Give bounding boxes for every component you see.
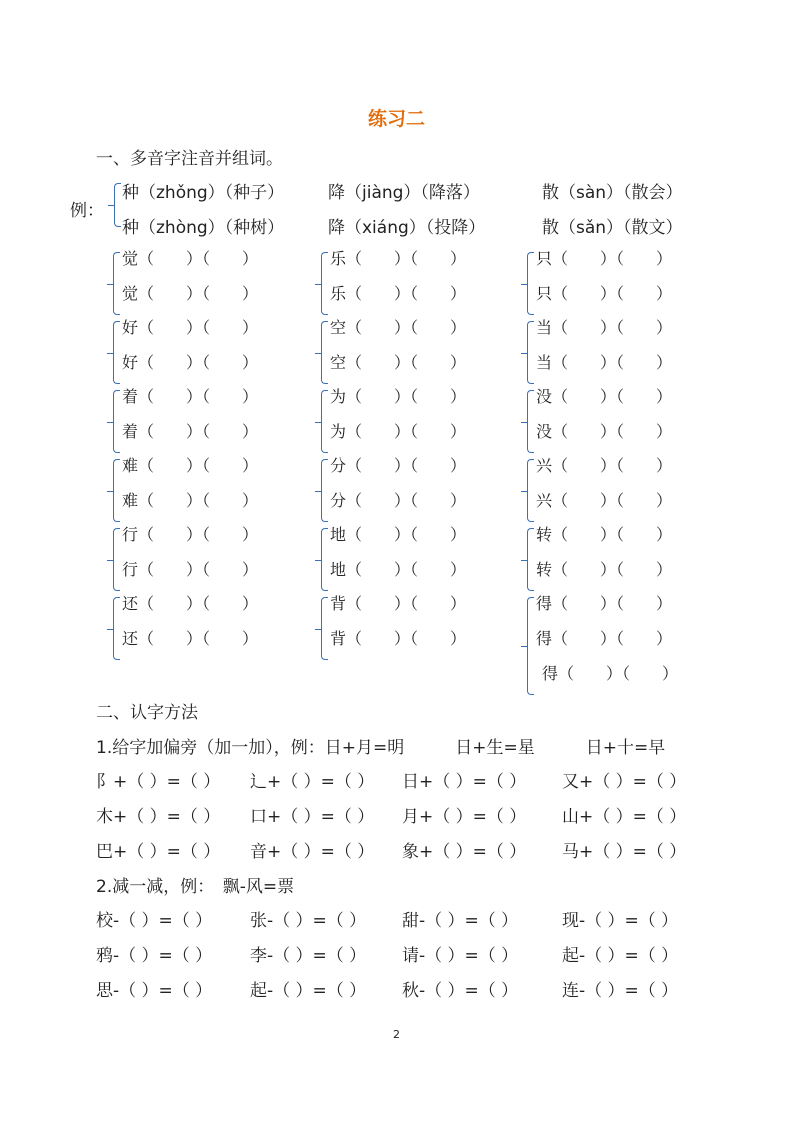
example-item: 降（jiàng）（降落） (328, 183, 480, 203)
section1-heading: 一、多音字注音并组词。 (96, 149, 283, 169)
part1-heading: 1.给字加偏旁（加一加），例：日+月=明 日+生=星 日+十=早 (96, 738, 666, 758)
polyphone-entry: 得（ ）（ ） (536, 594, 673, 613)
exercise-item: 起-（ ）=（ ） (562, 946, 679, 966)
group-brace (527, 390, 534, 453)
group-brace (113, 252, 120, 315)
polyphone-entry: 只（ ）（ ） (536, 249, 673, 268)
polyphone-entry: 没（ ）（ ） (536, 422, 673, 441)
exercise-item: 起-（ ）=（ ） (250, 981, 367, 1001)
page-title: 练习二 (367, 108, 425, 130)
exercise-item: 李-（ ）=（ ） (250, 946, 367, 966)
group-brace (113, 321, 120, 384)
group-brace (113, 390, 120, 453)
polyphone-entry: 得（ ）（ ） (536, 629, 673, 648)
polyphone-entry: 觉（ ）（ ） (122, 249, 259, 268)
polyphone-entry: 背（ ）（ ） (330, 594, 467, 613)
polyphone-entry: 地（ ）（ ） (330, 560, 467, 579)
polyphone-entry: 乐（ ）（ ） (330, 249, 467, 268)
polyphone-entry: 还（ ）（ ） (122, 629, 259, 648)
part2-heading: 2.减一减，例： 飘-风=票 (96, 877, 295, 897)
exercise-item: 阝+（ ）=（ ） (96, 772, 221, 792)
exercise-item: 音+（ ）=（ ） (250, 842, 375, 862)
group-brace (321, 321, 328, 384)
group-brace (321, 390, 328, 453)
exercise-item: 口+（ ）=（ ） (250, 807, 375, 827)
group-brace (113, 528, 120, 591)
exercise-item: 鸦-（ ）=（ ） (96, 946, 213, 966)
group-brace (321, 597, 328, 660)
exercise-item: 现-（ ）=（ ） (562, 911, 679, 931)
polyphone-entry: 空（ ）（ ） (330, 318, 467, 337)
polyphone-entry: 难（ ）（ ） (122, 491, 259, 510)
polyphone-entry: 当（ ）（ ） (536, 318, 673, 337)
exercise-item: 巴+（ ）=（ ） (96, 842, 221, 862)
polyphone-entry: 分（ ）（ ） (330, 456, 467, 475)
exercise-item: 甜-（ ）=（ ） (402, 911, 519, 931)
polyphone-entry: 背（ ）（ ） (330, 629, 467, 648)
group-brace (113, 597, 120, 660)
exercise-item: 思-（ ）=（ ） (96, 981, 213, 1001)
example-label: 例： (70, 201, 104, 221)
polyphone-entry: 地（ ）（ ） (330, 525, 467, 544)
polyphone-entry: 觉（ ）（ ） (122, 284, 259, 303)
group-brace (527, 597, 534, 695)
polyphone-entry: 为（ ）（ ） (330, 422, 467, 441)
polyphone-entry: 为（ ）（ ） (330, 387, 467, 406)
polyphone-entry: 没（ ）（ ） (536, 387, 673, 406)
exercise-item: 象+（ ）=（ ） (402, 842, 527, 862)
polyphone-entry: 分（ ）（ ） (330, 491, 467, 510)
polyphone-entry: 空（ ）（ ） (330, 353, 467, 372)
polyphone-entry: 乐（ ）（ ） (330, 284, 467, 303)
example-brace (114, 183, 121, 227)
exercise-item: 请-（ ）=（ ） (402, 946, 519, 966)
group-brace (527, 528, 534, 591)
polyphone-entry: 好（ ）（ ） (122, 318, 259, 337)
exercise-item: 连-（ ）=（ ） (562, 981, 679, 1001)
exercise-item: 山+（ ）=（ ） (562, 807, 687, 827)
polyphone-entry: 还（ ）（ ） (122, 594, 259, 613)
exercise-item: 日+（ ）=（ ） (402, 772, 527, 792)
example-item: 散（sǎn）（散文） (542, 218, 683, 238)
exercise-item: 木+（ ）=（ ） (96, 807, 221, 827)
exercise-item: 又+（ ）=（ ） (562, 772, 687, 792)
group-brace (321, 528, 328, 591)
exercise-item: 秋-（ ）=（ ） (402, 981, 519, 1001)
polyphone-entry: 转（ ）（ ） (536, 525, 673, 544)
group-brace (527, 252, 534, 315)
polyphone-entry: 行（ ）（ ） (122, 560, 259, 579)
polyphone-entry: 行（ ）（ ） (122, 525, 259, 544)
exercise-item: 校-（ ）=（ ） (96, 911, 213, 931)
polyphone-entry: 得（ ）（ ） (542, 664, 679, 683)
polyphone-entry: 只（ ）（ ） (536, 284, 673, 303)
polyphone-entry: 兴（ ）（ ） (536, 491, 673, 510)
polyphone-entry: 转（ ）（ ） (536, 560, 673, 579)
example-item: 散（sàn）（散会） (542, 183, 683, 203)
example-item: 降（xiáng）（投降） (328, 218, 486, 238)
example-item: 种（zhǒng）（种子） (122, 183, 285, 203)
group-brace (113, 459, 120, 522)
exercise-item: 月+（ ）=（ ） (402, 807, 527, 827)
page-number: 2 (393, 1028, 400, 1041)
polyphone-entry: 着（ ）（ ） (122, 422, 259, 441)
polyphone-entry: 兴（ ）（ ） (536, 456, 673, 475)
group-brace (321, 459, 328, 522)
section2-heading: 二、认字方法 (96, 703, 198, 723)
group-brace (527, 459, 534, 522)
exercise-item: 张-（ ）=（ ） (250, 911, 367, 931)
polyphone-entry: 好（ ）（ ） (122, 353, 259, 372)
exercise-item: 辶+（ ）=（ ） (250, 772, 375, 792)
polyphone-entry: 难（ ）（ ） (122, 456, 259, 475)
group-brace (321, 252, 328, 315)
polyphone-entry: 着（ ）（ ） (122, 387, 259, 406)
polyphone-entry: 当（ ）（ ） (536, 353, 673, 372)
exercise-item: 马+（ ）=（ ） (562, 842, 687, 862)
group-brace (527, 321, 534, 384)
example-item: 种（zhòng）（种树） (122, 218, 285, 238)
